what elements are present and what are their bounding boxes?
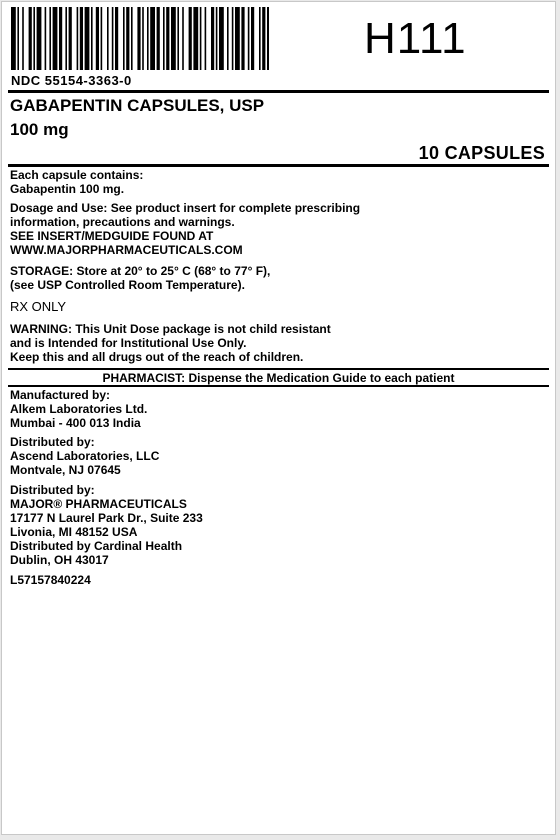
distributor-line: MAJOR® PHARMACEUTICALS <box>10 497 187 511</box>
distributor-line: Distributed by: <box>10 435 95 449</box>
distributor-line: Distributed by Cardinal Health <box>10 539 183 553</box>
dosage-line: Dosage and Use: See product insert for complete prescribing <box>10 201 361 215</box>
dosage-line: information, precautions and warnings. <box>10 215 235 229</box>
distributor-line: 17177 N Laurel Park Dr., Suite 233 <box>10 511 203 525</box>
rx-only: RX ONLY <box>10 299 67 314</box>
divider <box>8 385 549 387</box>
distributor-line: Livonia, MI 48152 USA <box>10 525 138 539</box>
distributor-line: Ascend Laboratories, LLC <box>10 449 160 463</box>
manufacturer-line: Mumbai - 400 013 India <box>10 416 141 430</box>
each-capsule-value: Gabapentin 100 mg. <box>10 182 125 196</box>
drug-label <box>1 1 556 835</box>
each-capsule-header: Each capsule contains: <box>10 168 144 182</box>
label-code: H111 <box>364 14 467 63</box>
distributor-line: Montvale, NJ 07645 <box>10 463 121 477</box>
warning-line: Keep this and all drugs out of the reach of children. <box>10 350 304 364</box>
product-name: GABAPENTIN CAPSULES, USP <box>10 96 265 115</box>
divider <box>8 368 549 370</box>
storage-line: (see USP Controlled Room Temperature). <box>10 278 245 292</box>
lot-code: L57157840224 <box>10 573 91 587</box>
manufacturer-line: Alkem Laboratories Ltd. <box>10 402 148 416</box>
distributor-line: Dublin, OH 43017 <box>10 553 109 567</box>
distributor-line: Distributed by: <box>10 483 95 497</box>
manufacturer-line: Manufactured by: <box>10 388 111 402</box>
warning-line: and is Intended for Institutional Use Only. <box>10 336 247 350</box>
barcode <box>11 7 269 70</box>
divider <box>8 164 549 167</box>
storage-line: STORAGE: Store at 20° to 25° C (68° to 77° F), <box>10 264 271 278</box>
pharmacist-note: PHARMACIST: Dispense the Medication Guide to each patient <box>102 371 455 385</box>
warning-line: WARNING: This Unit Dose package is not child resistant <box>10 322 331 336</box>
dosage-line: SEE INSERT/MEDGUIDE FOUND AT <box>10 229 214 243</box>
ndc-number: NDC 55154-3363-0 <box>11 73 132 88</box>
capsule-count: 10 CAPSULES <box>418 143 545 163</box>
divider <box>8 90 549 93</box>
product-strength: 100 mg <box>10 120 69 139</box>
dosage-line: WWW.MAJORPHARMACEUTICALS.COM <box>10 243 243 257</box>
